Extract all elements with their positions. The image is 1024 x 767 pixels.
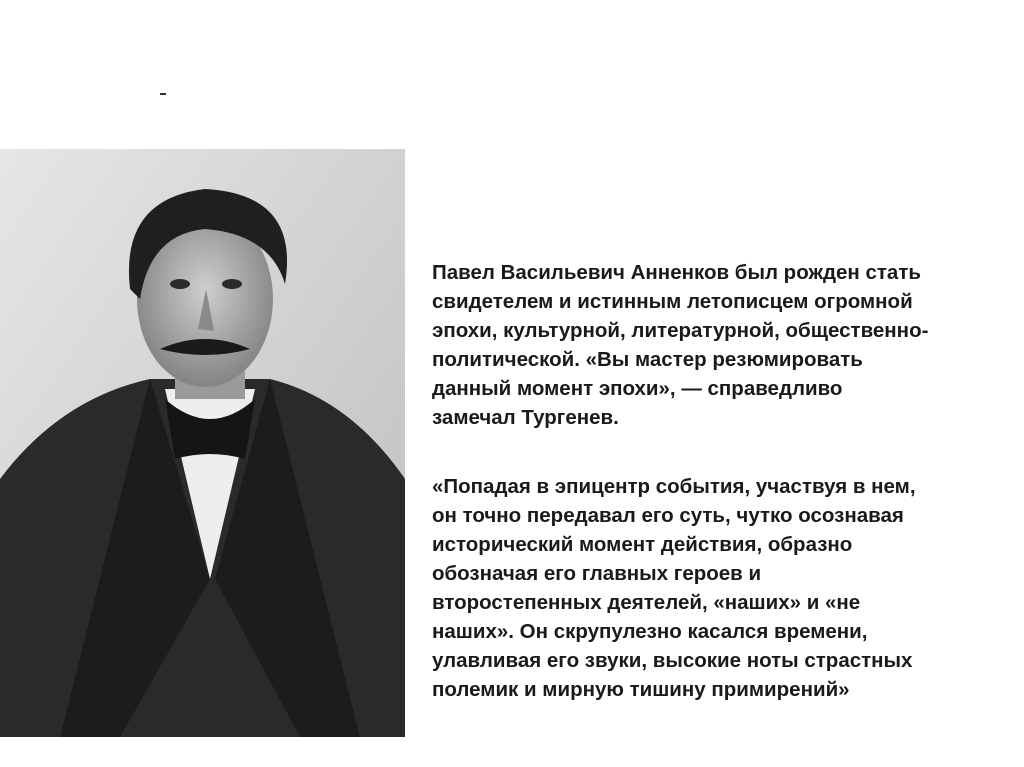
- quote-text-block: [432, 229, 992, 733]
- decorative-dash: [160, 93, 166, 95]
- portrait-image: [0, 149, 405, 737]
- engraved-portrait-icon: [0, 149, 405, 737]
- intro-paragraph: Павел Васильевич Анненков был рожден стать свидетелем и истинным летописцем огромной эпохи, культурной, литературной, общественно- политической. «Вы мастер резюмировать данный момент эпохи», — справедливо замечал Тургенев.: [432, 261, 929, 429]
- quote-paragraph: «Попадая в эпицентр события, участвуя в нем, он точно передавал его суть, чутко осознавая исторический момент действия, образно обозначая его главных героев и второстепенных деятелей, «наших» и «не наших». Он скрупулезно касался времени, улавливая его звуки, высокие ноты страстных полемик и мирную тишину примирений»: [432, 475, 916, 701]
